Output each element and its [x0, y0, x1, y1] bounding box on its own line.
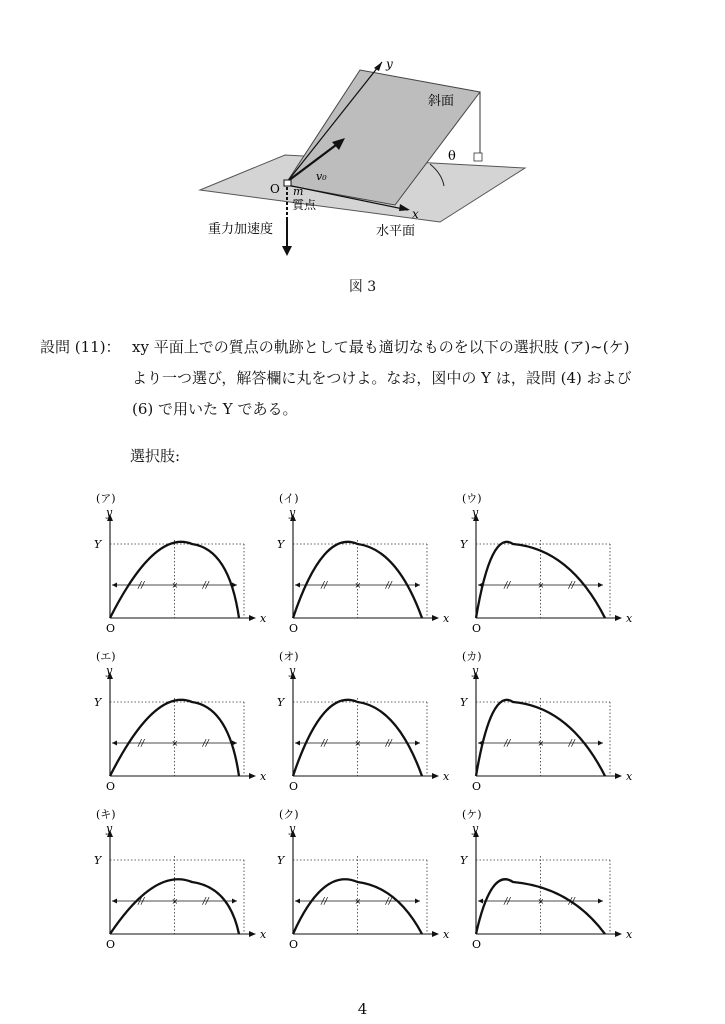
- mass-label: m: [293, 185, 304, 198]
- choice-graph: [92, 804, 267, 954]
- midpoint-cross-mark: ×: [171, 897, 179, 906]
- midpoint-cross-mark: ×: [354, 739, 362, 748]
- choice-graph: [92, 488, 267, 638]
- choice-graph: [458, 646, 633, 796]
- choice-id-label: (オ): [279, 650, 299, 663]
- half-width-arrowhead-left: [295, 741, 300, 746]
- equal-length-mark: //: [202, 739, 209, 749]
- trajectory-curve: [110, 879, 239, 934]
- x-axis-arrowhead: [249, 773, 256, 779]
- right-angle-mark: [474, 153, 482, 161]
- x-axis-label: x: [626, 928, 633, 941]
- midpoint-cross-mark: ×: [537, 897, 545, 906]
- x-axis-label: x: [443, 928, 450, 941]
- origin-label: O: [289, 780, 299, 793]
- x-axis-label: x: [260, 770, 267, 783]
- height-Y-label: Y: [460, 854, 468, 867]
- figure-3-caption: 図 3: [348, 279, 377, 295]
- gravity-arrowhead: [282, 246, 292, 256]
- half-width-arrowhead-left: [112, 899, 117, 904]
- half-width-arrowhead-right: [598, 583, 603, 588]
- choice-id-label: (ウ): [462, 492, 482, 505]
- origin-label: O: [289, 622, 299, 635]
- choice-graph: [275, 804, 450, 954]
- choices-heading: 選択肢:: [130, 447, 181, 465]
- y-axis-label: y: [106, 822, 113, 835]
- origin-label: O: [472, 938, 482, 951]
- height-Y-label: Y: [94, 538, 102, 551]
- origin-label: O: [106, 780, 116, 793]
- height-Y-label: Y: [277, 854, 285, 867]
- x-axis-label: x: [260, 928, 267, 941]
- origin-label: O: [106, 622, 116, 635]
- height-Y-label: Y: [94, 696, 102, 709]
- equal-length-mark: //: [504, 897, 511, 907]
- equal-length-mark: //: [138, 581, 145, 591]
- choice-graph-svg: [92, 488, 267, 638]
- trajectory-curve: [476, 879, 605, 934]
- choice-graph-svg: [92, 646, 267, 796]
- choice-graph-svg: [275, 804, 450, 954]
- slope-label: 斜面: [428, 94, 455, 109]
- figure3-x-label: x: [412, 207, 419, 221]
- choice-graph-grid: [92, 488, 633, 951]
- equal-length-mark: //: [321, 581, 328, 591]
- page-number: 4: [357, 1000, 368, 1018]
- y-axis-label: y: [289, 822, 296, 835]
- half-width-arrowhead-right: [415, 741, 420, 746]
- x-axis-arrowhead: [615, 615, 622, 621]
- x-axis-label: x: [626, 612, 633, 625]
- midpoint-cross-mark: ×: [354, 897, 362, 906]
- y-axis-label: y: [289, 506, 296, 519]
- choice-id-label: (ケ): [462, 808, 482, 821]
- y-axis-label: y: [472, 822, 479, 835]
- half-width-arrowhead-right: [598, 741, 603, 746]
- half-width-arrowhead-right: [232, 899, 237, 904]
- x-axis-label: x: [443, 612, 450, 625]
- theta-label: θ: [448, 149, 456, 164]
- equal-length-mark: //: [504, 739, 511, 749]
- choice-graph-svg: [275, 646, 450, 796]
- y-axis-label: y: [289, 664, 296, 677]
- equal-length-mark: //: [568, 581, 575, 591]
- choice-graph: [275, 646, 450, 796]
- figure-3-slope-diagram: [190, 50, 540, 265]
- origin-label: O: [289, 938, 299, 951]
- choice-id-label: (ア): [96, 492, 116, 505]
- v0-label: v₀: [316, 170, 327, 183]
- midpoint-cross-mark: ×: [354, 581, 362, 590]
- y-axis-label: y: [106, 506, 113, 519]
- x-axis-arrowhead: [615, 773, 622, 779]
- origin-label: O: [472, 622, 482, 635]
- x-axis-label: x: [260, 612, 267, 625]
- origin-label: O: [106, 938, 116, 951]
- equal-length-mark: //: [568, 739, 575, 749]
- equal-length-mark: //: [202, 897, 209, 907]
- x-axis-arrowhead: [432, 615, 439, 621]
- height-Y-label: Y: [460, 696, 468, 709]
- choice-id-label: (カ): [462, 650, 482, 663]
- x-axis-label: x: [443, 770, 450, 783]
- gravity-label: 重力加速度: [208, 222, 274, 237]
- choice-id-label: (イ): [279, 492, 299, 505]
- trajectory-curve: [293, 879, 422, 934]
- equal-length-mark: //: [385, 581, 392, 591]
- choice-graph: [275, 488, 450, 638]
- height-Y-label: Y: [94, 854, 102, 867]
- height-Y-label: Y: [277, 696, 285, 709]
- choice-graph: [458, 488, 633, 638]
- choice-graph-svg: [92, 804, 267, 954]
- choice-id-label: (ク): [279, 808, 299, 821]
- x-axis-arrowhead: [432, 773, 439, 779]
- equal-length-mark: //: [385, 897, 392, 907]
- particle-mass: [284, 180, 291, 186]
- midpoint-cross-mark: ×: [537, 581, 545, 590]
- question-text-line-1: xy 平面上での質点の軌跡として最も適切なものを以下の選択肢 (ア)∼(ケ): [132, 338, 630, 356]
- midpoint-cross-mark: ×: [171, 739, 179, 748]
- half-width-arrowhead-left: [295, 583, 300, 588]
- y-axis-label: y: [106, 664, 113, 677]
- y-axis-label: y: [472, 506, 479, 519]
- equal-length-mark: //: [321, 897, 328, 907]
- choice-id-label: (エ): [96, 650, 116, 663]
- choice-graph-svg: [458, 804, 633, 954]
- x-axis-arrowhead: [249, 931, 256, 937]
- half-width-arrowhead-right: [415, 583, 420, 588]
- height-Y-label: Y: [460, 538, 468, 551]
- choice-id-label: (キ): [96, 808, 116, 821]
- question-text-line-2: より一つ選び，解答欄に丸をつけよ。なお，図中の Y は，設問 (4) および: [132, 369, 632, 387]
- midpoint-cross-mark: ×: [537, 739, 545, 748]
- equal-length-mark: //: [202, 581, 209, 591]
- origin-label: O: [472, 780, 482, 793]
- half-width-arrowhead-left: [295, 899, 300, 904]
- x-axis-arrowhead: [615, 931, 622, 937]
- equal-length-mark: //: [568, 897, 575, 907]
- equal-length-mark: //: [138, 897, 145, 907]
- half-width-arrowhead-left: [112, 583, 117, 588]
- choice-graph-svg: [458, 488, 633, 638]
- x-axis-arrowhead: [432, 931, 439, 937]
- x-axis-label: x: [626, 770, 633, 783]
- y-axis-label: y: [472, 664, 479, 677]
- half-width-arrowhead-right: [598, 899, 603, 904]
- half-width-arrowhead-left: [112, 741, 117, 746]
- question-text-line-3: (6) で用いた Y である。: [132, 400, 298, 418]
- origin-label: O: [270, 182, 280, 196]
- midpoint-cross-mark: ×: [171, 581, 179, 590]
- x-axis-arrowhead: [249, 615, 256, 621]
- half-width-arrowhead-left: [478, 899, 483, 904]
- equal-length-mark: //: [138, 739, 145, 749]
- half-width-arrowhead-right: [415, 899, 420, 904]
- choice-graph-svg: [458, 646, 633, 796]
- choice-graph: [92, 646, 267, 796]
- height-Y-label: Y: [277, 538, 285, 551]
- choice-graph-svg: [275, 488, 450, 638]
- particle-label: 質点: [292, 198, 317, 212]
- equal-length-mark: //: [504, 581, 511, 591]
- equal-length-mark: //: [385, 739, 392, 749]
- question-label: 設問 (11)：: [40, 338, 121, 356]
- equal-length-mark: //: [321, 739, 328, 749]
- choice-graph: [458, 804, 633, 954]
- horizontal-plane-label: 水平面: [376, 224, 416, 239]
- figure3-y-label: y: [386, 57, 393, 71]
